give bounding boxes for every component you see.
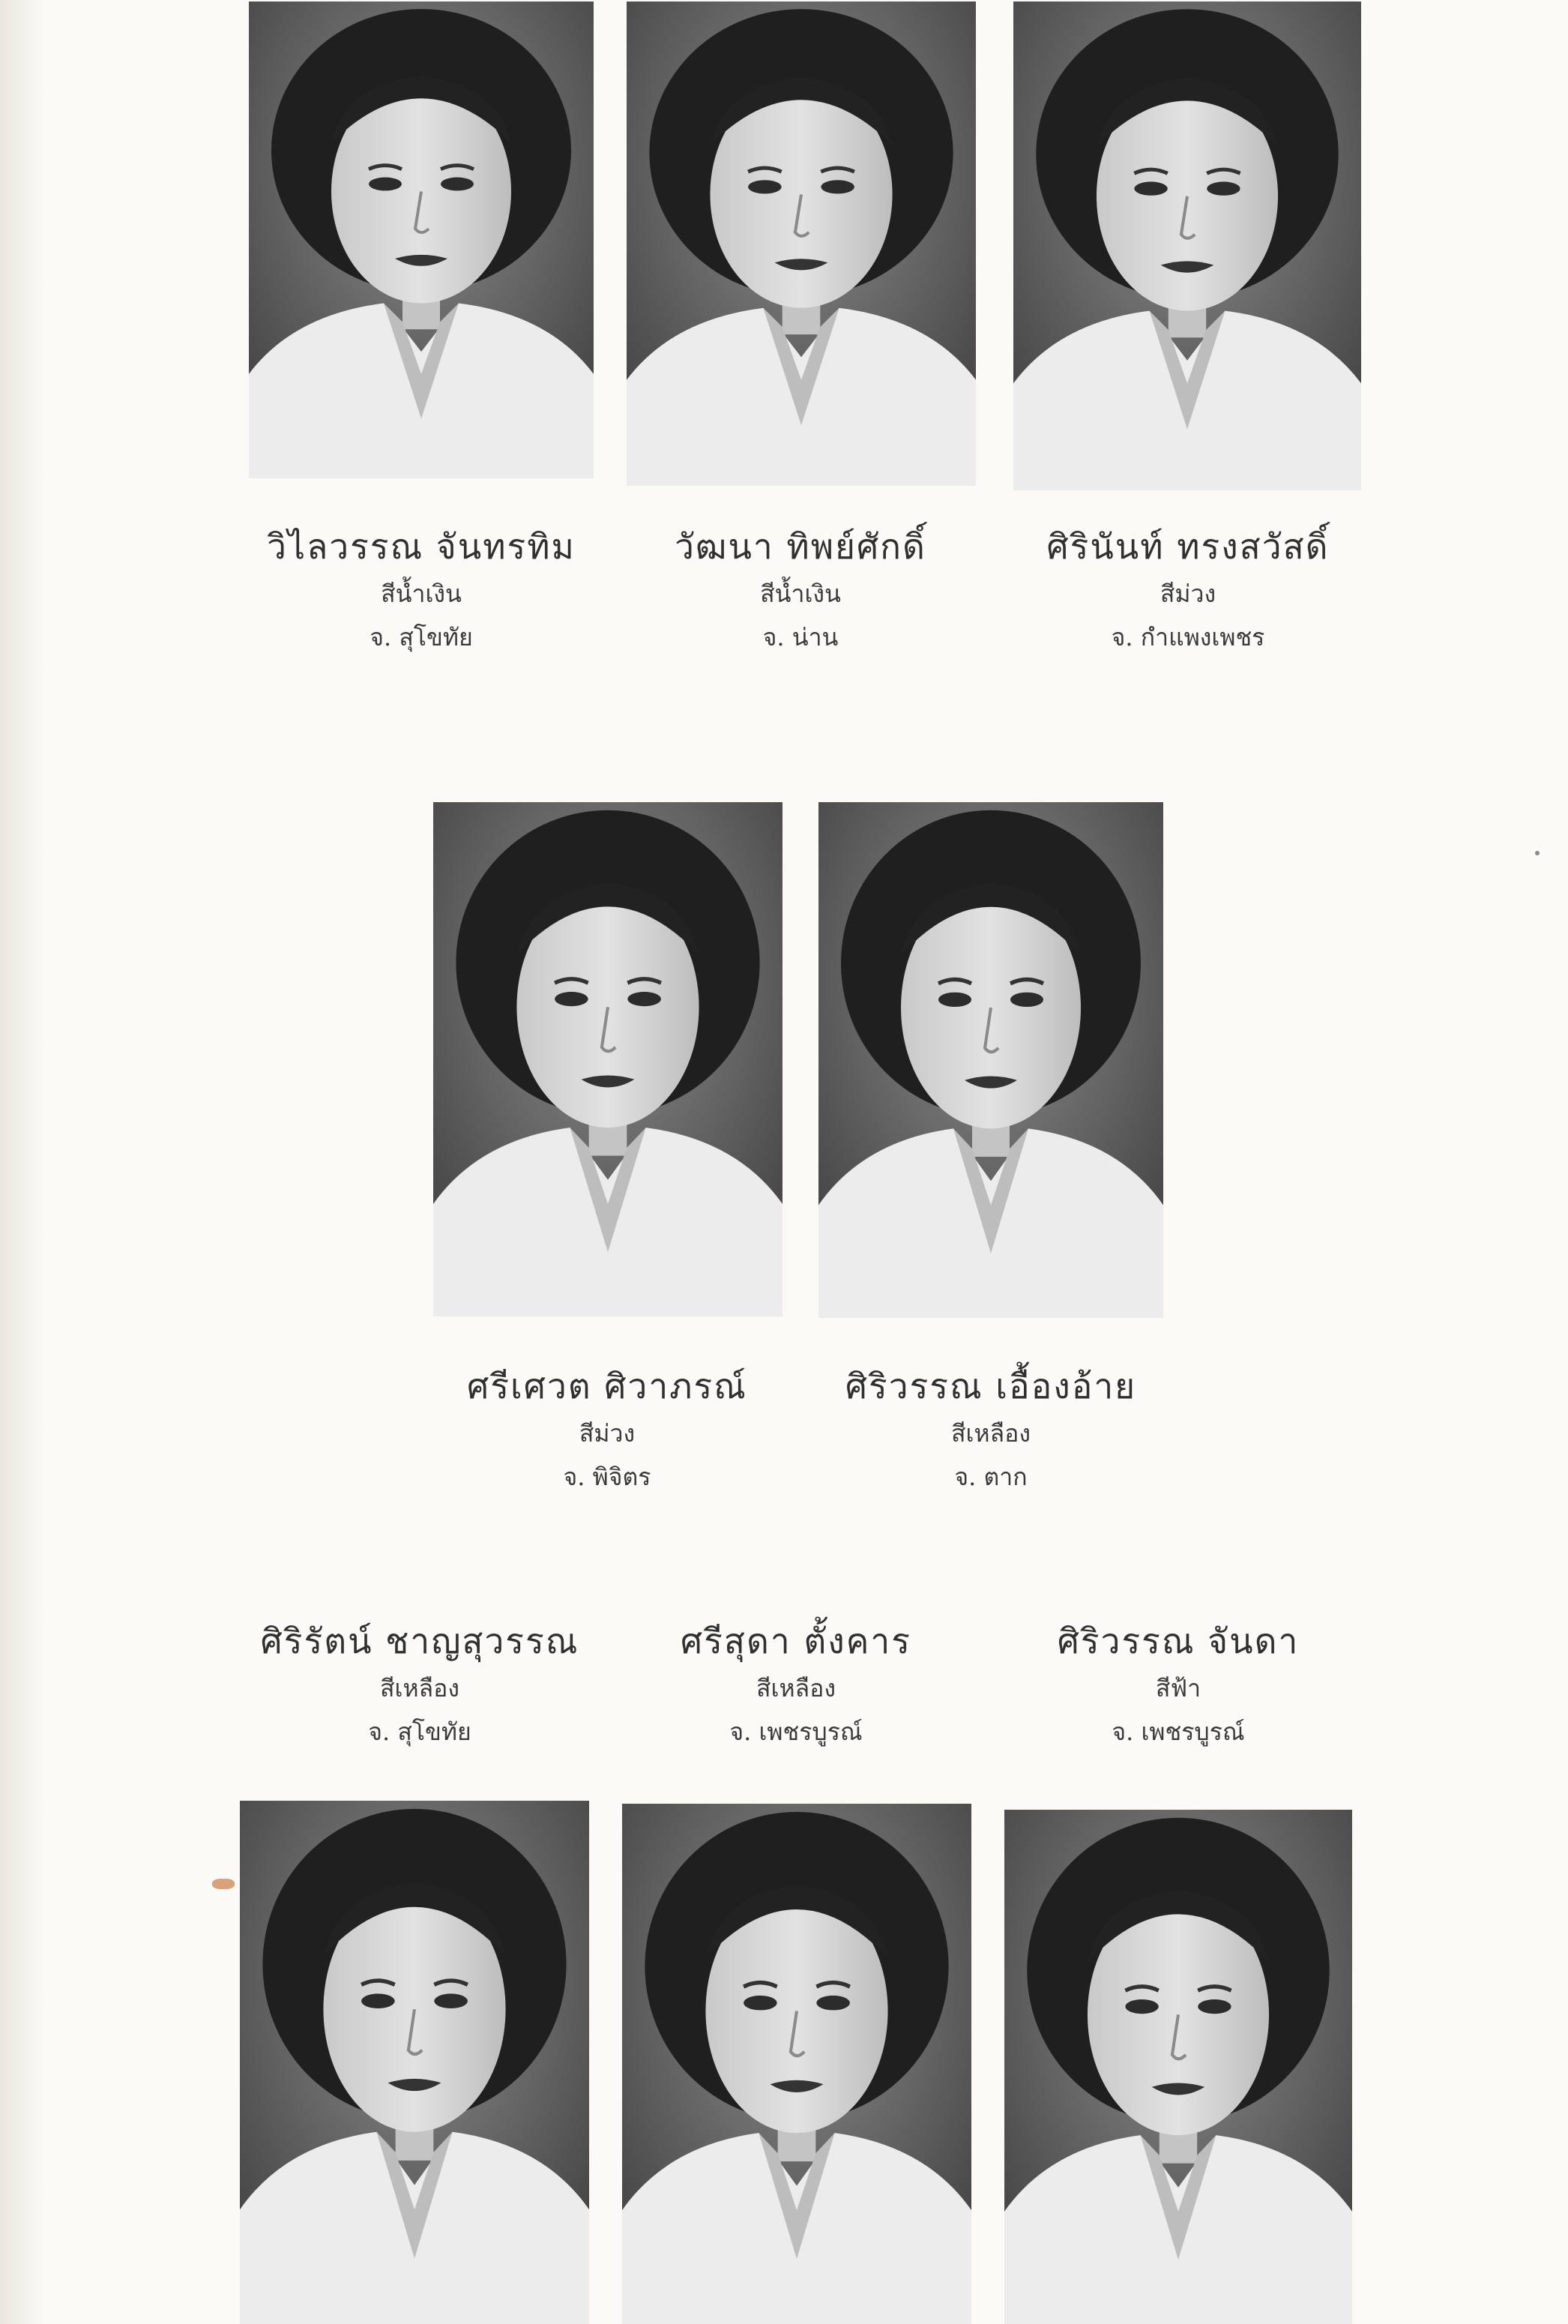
student-name: วัฒนา ทิพย์ศักดิ์ <box>675 526 926 567</box>
student-caption-7 <box>609 1621 983 1746</box>
student-house-color: สีม่วง <box>1160 580 1216 608</box>
student-photo-3 <box>1013 1 1361 490</box>
student-province: จ. น่าน <box>762 623 839 651</box>
student-province: จ. พิจิตร <box>563 1463 651 1491</box>
student-photo-7 <box>622 1804 971 2324</box>
student-house-color: สีเหลือง <box>756 1674 836 1703</box>
student-caption-3 <box>997 526 1379 651</box>
student-province: จ. เพชรบูรณ์ <box>729 1718 863 1746</box>
student-caption-8 <box>991 1621 1366 1746</box>
student-house-color: สีเหลือง <box>379 1674 459 1703</box>
student-province: จ. สุโขทัย <box>368 1718 471 1746</box>
student-caption-5 <box>803 1366 1178 1491</box>
student-name: ศรีสุดา ตั้งคาร <box>681 1621 911 1661</box>
student-province: จ. เพชรบูรณ์ <box>1112 1718 1245 1746</box>
student-name: ศิริรัตน์ ชาญสุวรรณ <box>260 1621 579 1661</box>
student-province: จ. สุโขทัย <box>370 623 473 651</box>
student-photo-8 <box>1004 1810 1352 2324</box>
student-photo-5 <box>818 802 1163 1318</box>
student-photo-4 <box>433 802 783 1316</box>
paper-speck <box>1535 851 1540 855</box>
student-house-color: สีฟ้า <box>1155 1674 1201 1703</box>
student-caption-2 <box>613 526 988 651</box>
student-province: จ. ตาก <box>954 1463 1028 1491</box>
student-house-color: สีเหลือง <box>950 1419 1031 1448</box>
student-name: ศิริวรรณ เอื้องอ้าย <box>845 1366 1137 1406</box>
student-caption-1 <box>234 526 609 651</box>
student-photo-1 <box>249 1 594 478</box>
student-name: วิไลวรรณ จันทรทิม <box>267 526 576 567</box>
student-photo-2 <box>627 1 976 486</box>
page-binding-edge <box>0 0 45 2324</box>
student-caption-4 <box>420 1366 794 1491</box>
student-house-color: สีน้ำเงิน <box>381 580 462 608</box>
paper-stain <box>212 1879 235 1889</box>
student-name: ศิรินันท์ ทรงสวัสดิ์ <box>1046 526 1330 567</box>
student-photo-6 <box>240 1801 589 2324</box>
student-name: ศิริวรรณ จันดา <box>1057 1621 1300 1661</box>
student-province: จ. กำแพงเพชร <box>1111 623 1265 651</box>
student-house-color: สีม่วง <box>579 1419 636 1448</box>
student-name: ศรีเศวต ศิวาภรณ์ <box>467 1366 747 1406</box>
student-house-color: สีน้ำเงิน <box>760 580 841 608</box>
student-caption-6 <box>225 1621 615 1746</box>
